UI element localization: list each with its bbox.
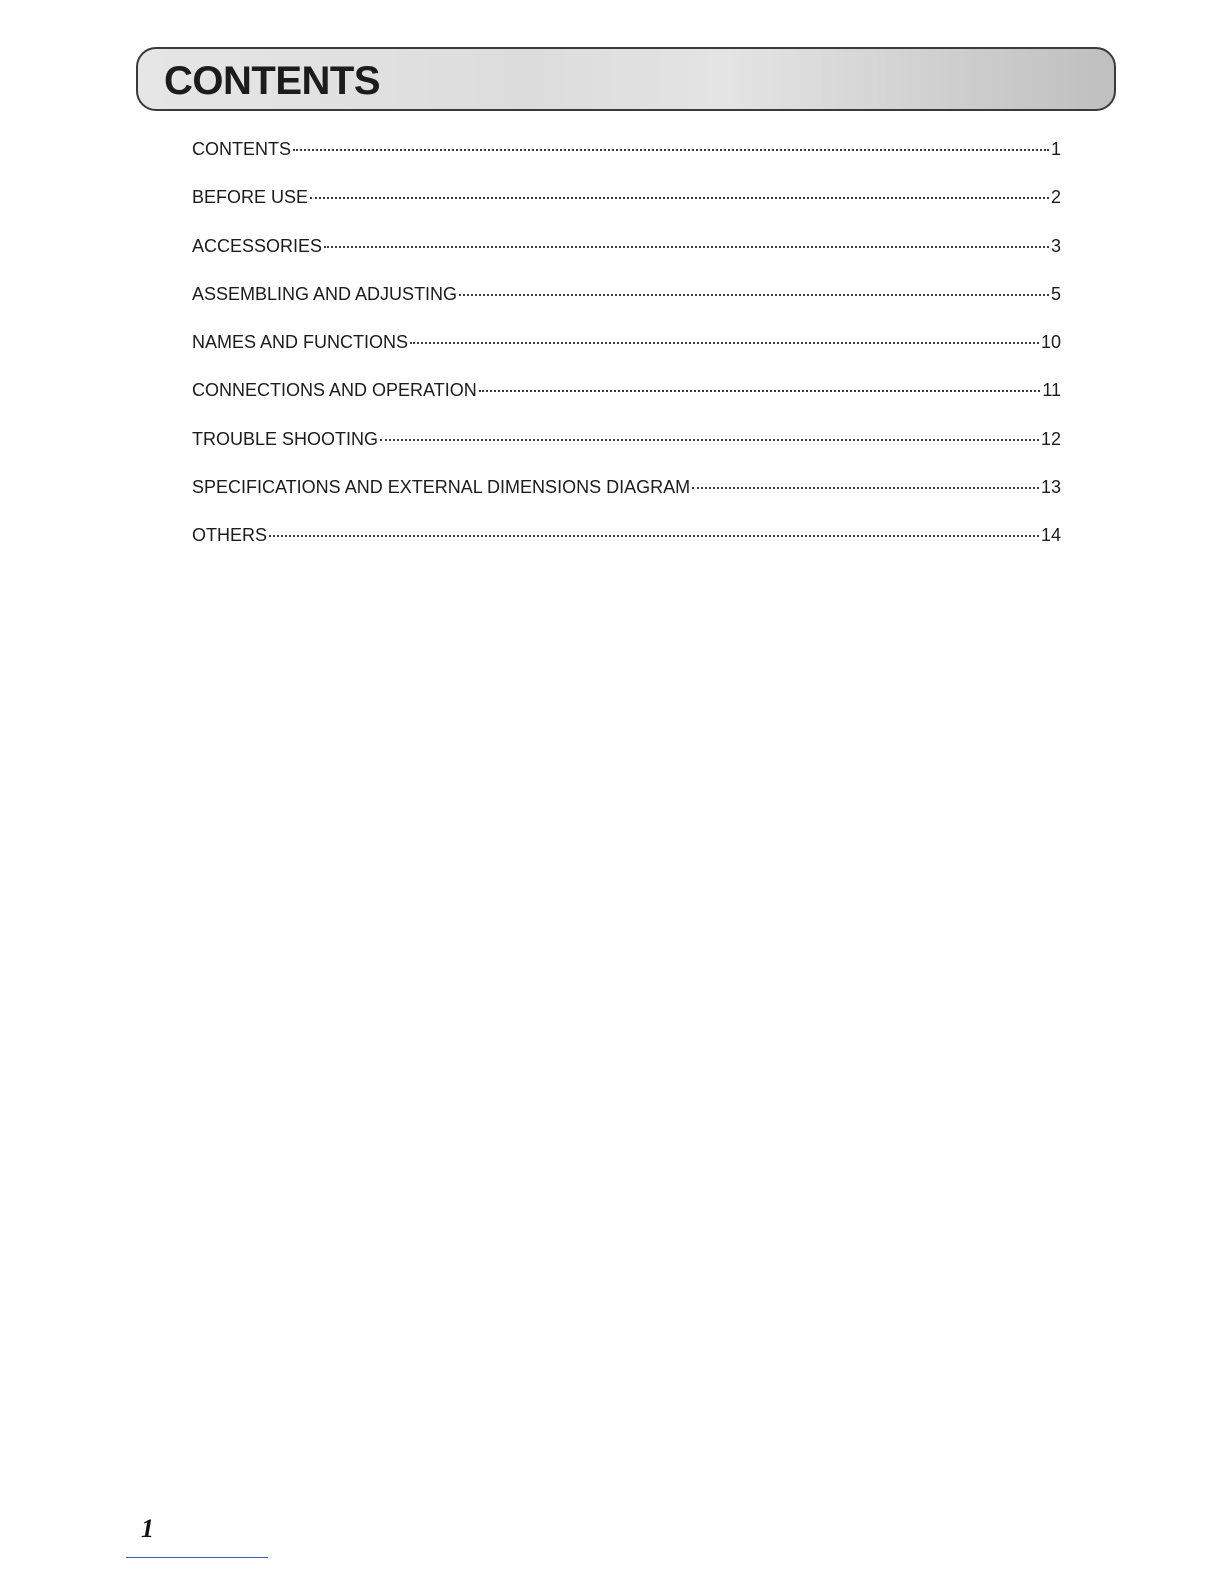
toc-entry-assembling-and-adjusting[interactable] — [192, 281, 1061, 329]
dot-leader — [293, 149, 1049, 151]
toc-entry-page: 1 — [1050, 139, 1061, 159]
dot-leader — [324, 246, 1049, 248]
table-of-contents — [192, 136, 1061, 571]
footer-rule — [126, 1557, 268, 1558]
toc-entry-page: 14 — [1040, 525, 1061, 546]
dot-leader — [459, 294, 1049, 296]
toc-entry-page: 10 — [1040, 332, 1061, 353]
toc-entry-label: ACCESSORIES — [192, 235, 323, 256]
toc-entry-label: CONNECTIONS AND OPERATION — [192, 380, 477, 401]
toc-entry-page: 11 — [1042, 380, 1061, 401]
toc-entry-page: 5 — [1050, 283, 1061, 304]
toc-entry-specifications[interactable] — [192, 474, 1061, 522]
page-title: CONTENTS — [164, 59, 380, 103]
page-number: 1 — [141, 1514, 154, 1543]
toc-entry-label: NAMES AND FUNCTIONS — [192, 332, 409, 353]
dot-leader — [269, 535, 1039, 537]
toc-entry-page: 3 — [1050, 235, 1061, 256]
dot-leader — [479, 390, 1041, 392]
toc-entry-before-use[interactable] — [192, 184, 1061, 232]
toc-entry-accessories[interactable] — [192, 233, 1061, 281]
toc-entry-label: CONTENTS — [192, 139, 291, 159]
toc-entry-page: 2 — [1050, 187, 1061, 208]
toc-entry-connections-and-operation[interactable] — [192, 377, 1061, 425]
toc-entry-page: 13 — [1040, 477, 1061, 498]
toc-entry-names-and-functions[interactable] — [192, 329, 1061, 377]
toc-entry-label: SPECIFICATIONS AND EXTERNAL DIMENSIONS DIAGRAM — [192, 477, 691, 498]
toc-entry-label: OTHERS — [192, 525, 268, 546]
toc-entry-label: BEFORE USE — [192, 187, 309, 208]
dot-leader — [310, 197, 1049, 199]
toc-entry-others[interactable] — [192, 522, 1061, 570]
toc-entry-trouble-shooting[interactable] — [192, 426, 1061, 474]
toc-entry-label: TROUBLE SHOOTING — [192, 428, 379, 449]
dot-leader — [410, 342, 1039, 344]
toc-entry-label: ASSEMBLING AND ADJUSTING — [192, 283, 458, 304]
contents-header-banner — [136, 47, 1116, 111]
toc-entry-contents[interactable] — [192, 136, 1061, 184]
dot-leader — [692, 487, 1039, 489]
toc-entry-page: 12 — [1040, 428, 1061, 449]
dot-leader — [380, 439, 1039, 441]
